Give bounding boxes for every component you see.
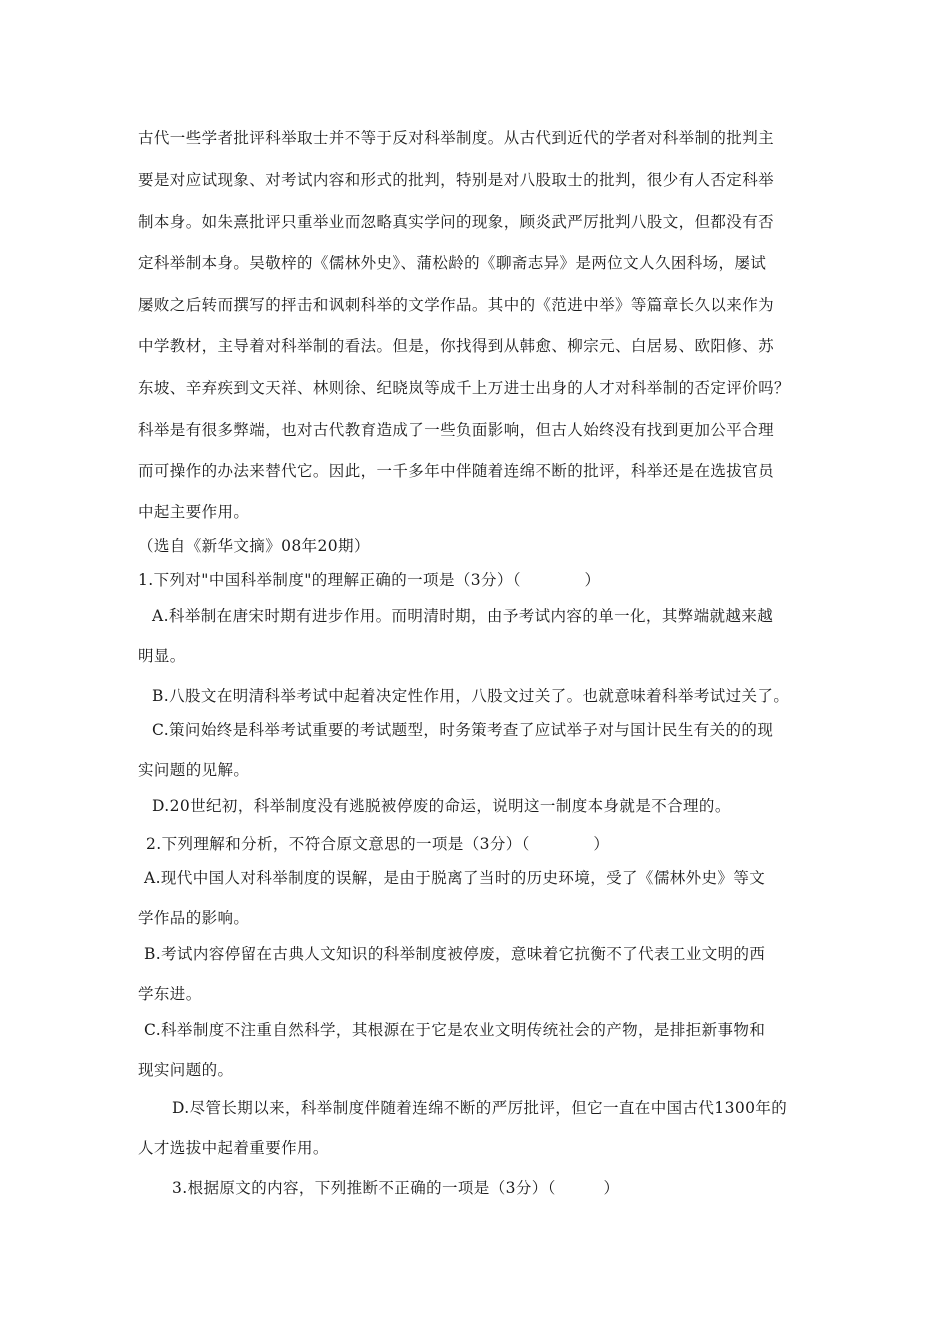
question-1-option-a-line-1: A.科举制在唐宋时期有进步作用。而明清时期，由予考试内容的单一化，其弊端就越来越 [152,607,774,625]
question-3-stem: 3.根据原文的内容，下列推断不正确的一项是（3分）（ ） [172,1179,620,1197]
question-2-stem: 2.下列理解和分析，不符合原文意思的一项是（3分）（ ） [146,835,610,853]
question-1-stem: 1.下列对"中国科举制度"的理解正确的一项是（3分）（ ） [138,571,601,589]
question-2-option-c-line-2: 现实问题的。 [138,1061,234,1079]
passage-line-3: 制本身。如朱熹批评只重举业而忽略真实学问的现象，顾炎武严厉批判八股文，但都没有否 [138,213,775,231]
question-2-option-c-line-1: C.科举制度不注重自然科学，其根源在于它是农业文明传统社会的产物，是排拒新事物和 [144,1021,766,1039]
passage-line-10: 中起主要作用。 [138,503,250,521]
passage-line-5: 屡败之后转而撰写的抨击和讽刺科举的文学作品。其中的《范进中举》等篇章长久以来作为 [138,296,775,314]
question-2-option-a-line-2: 学作品的影响。 [138,909,250,927]
question-2-option-b-line-2: 学东进。 [138,985,202,1003]
question-1-option-c-line-2: 实问题的见解。 [138,761,250,779]
passage-line-6: 中学教材，主导着对科举制的看法。但是，你找得到从韩愈、柳宗元、白居易、欧阳修、苏 [138,337,775,355]
passage-line-9: 而可操作的办法来替代它。因此，一千多年中伴随着连绵不断的批评，科举还是在选拔官员 [138,462,775,480]
passage-line-8: 科举是有很多弊端，也对古代教育造成了一些负面影响，但古人始终没有找到更加公平合理 [138,421,775,439]
question-1-option-a-line-2: 明显。 [138,647,186,665]
question-2-option-d-line-2: 人才选拔中起着重要作用。 [138,1139,329,1157]
question-1-option-b: B.八股文在明清科举考试中起着决定性作用，八股文过关了。也就意味着科举考试过关了。 [152,687,790,705]
passage-line-7: 东坡、辛弃疾到文天祥、林则徐、纪晓岚等成千上万进士出身的人才对科举制的否定评价吗？ [138,379,790,397]
question-1-option-c-line-1: C.策问始终是科举考试重要的考试题型，时务策考查了应试举子对与国计民生有关的的现 [152,721,774,739]
question-2-option-d-line-1: D.尽管长期以来，科举制度伴随着连绵不断的严厉批评，但它一直在中国古代1300年的 [172,1099,788,1117]
passage-line-4: 定科举制本身。吴敬梓的《儒林外史》、蒲松龄的《聊斋志异》是两位文人久困科场，屡试 [138,254,767,272]
question-2-option-a-line-1: A.现代中国人对科举制度的误解，是由于脱离了当时的历史环境，受了《儒林外史》等文 [144,869,766,887]
question-1-option-d: D.20世纪初，科举制度没有逃脱被停废的命运，说明这一制度本身就是不合理的。 [152,797,731,815]
passage-line-1: 古代一些学者批评科举取士并不等于反对科举制度。从古代到近代的学者对科举制的批判主 [138,129,775,147]
question-2-option-b-line-1: B.考试内容停留在古典人文知识的科举制度被停废，意味着它抗衡不了代表工业文明的西 [144,945,766,963]
passage-line-2: 要是对应试现象、对考试内容和形式的批判，特别是对八股取士的批判，很少有人否定科举 [138,171,775,189]
passage-source: （选自《新华文摘》08年20期） [138,537,370,555]
